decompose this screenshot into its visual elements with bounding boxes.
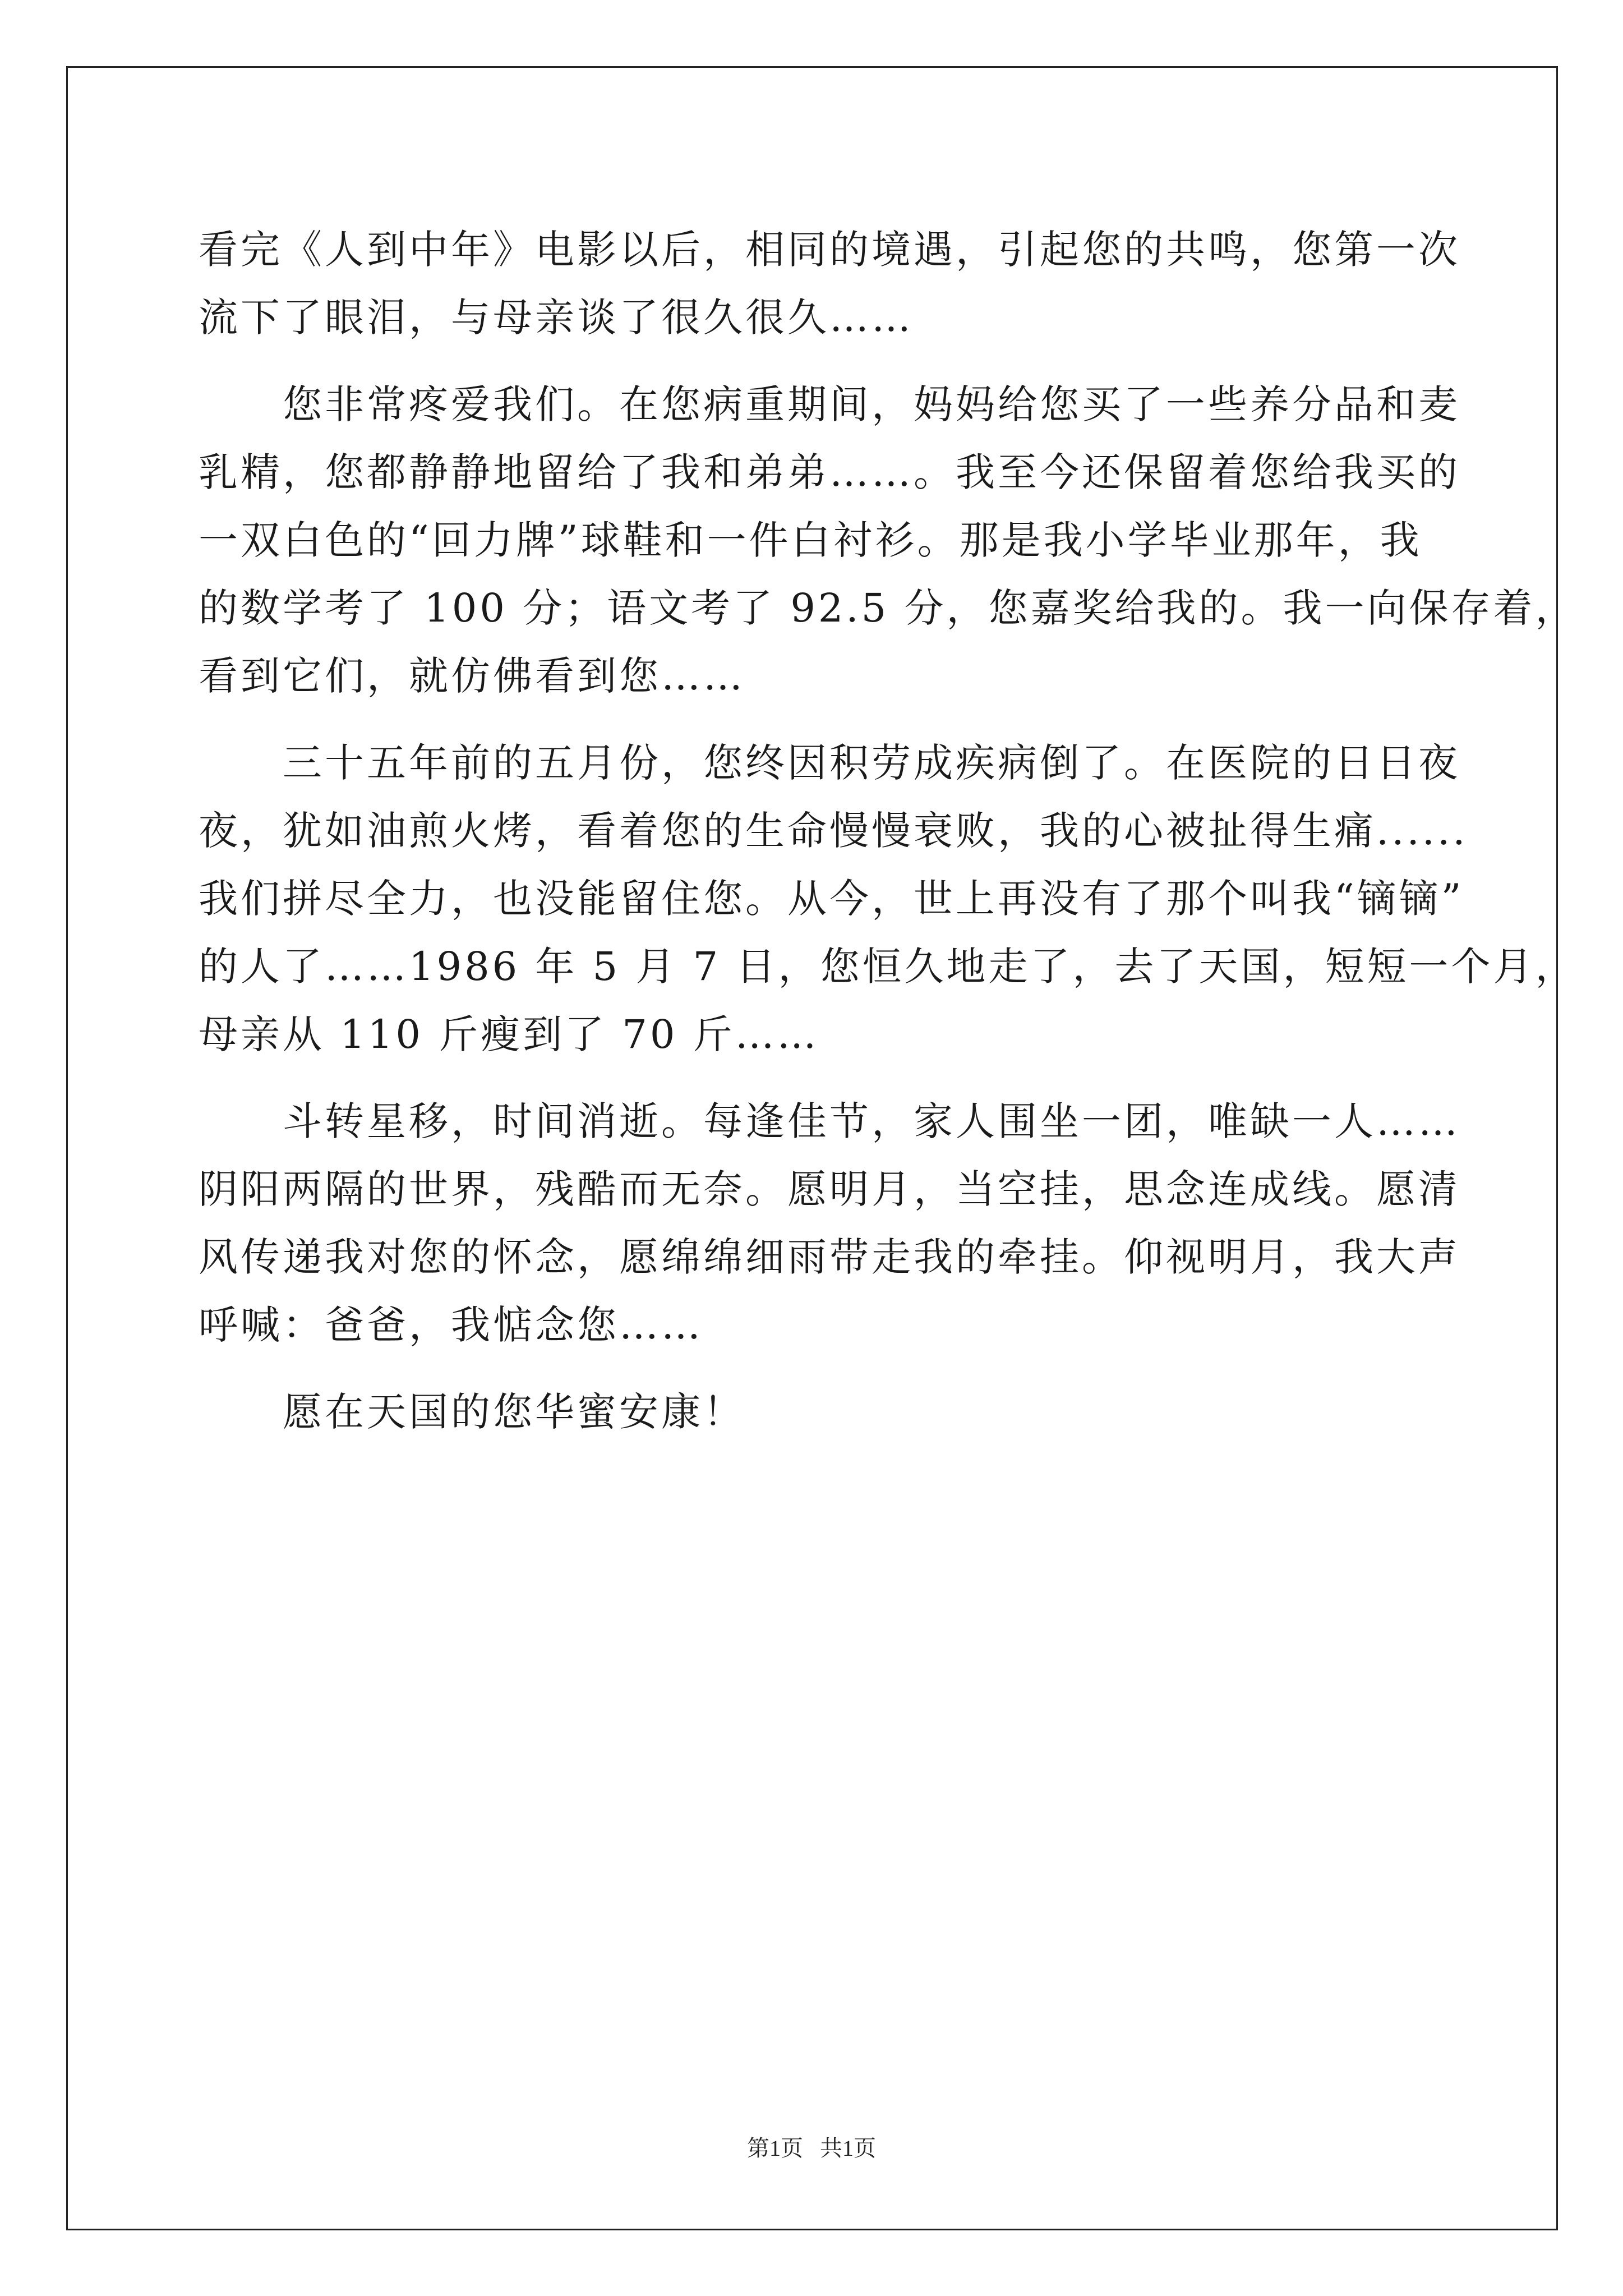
text-line: 我们拼尽全力，也没能留住您。从今，世上再没有了那个叫我“镝镝” bbox=[199, 876, 1464, 922]
text-line: 阴阳两隔的世界，残酷而无奈。愿明月，当空挂，思念连成线。愿清 bbox=[199, 1166, 1460, 1212]
text-line: 看完《人到中年》电影以后，相同的境遇，引起您的共鸣，您第一次 bbox=[199, 227, 1460, 273]
text-line: 风传递我对您的怀念，愿绵绵细雨带走我的牵挂。仰视明月，我大声 bbox=[199, 1234, 1460, 1280]
text-line: 愿在天国的您华蜜安康！ bbox=[283, 1389, 745, 1435]
text-line: 的数学考了 100 分；语文考了 92.5 分，您嘉奖给我的。我一向保存着， bbox=[199, 585, 1578, 631]
text-line: 流下了眼泪，与母亲谈了很久很久…… bbox=[199, 295, 914, 341]
text-line: 三十五年前的五月份，您终因积劳成疾病倒了。在医院的日日夜 bbox=[283, 740, 1460, 786]
text-line: 看到它们，就仿佛看到您…… bbox=[199, 653, 745, 699]
text-line: 一双白色的“回力牌”球鞋和一件白衬衫。那是我小学毕业那年，我 bbox=[199, 517, 1422, 563]
paragraph-3 bbox=[199, 729, 1578, 1069]
page-footer: 第1页 共1页 bbox=[747, 2136, 876, 2161]
text-line: 乳精，您都静静地留给了我和弟弟……。我至今还保留着您给我买的 bbox=[199, 449, 1460, 495]
text-line: 夜，犹如油煎火烤，看着您的生命慢慢衰败，我的心被扯得生痛...... bbox=[199, 808, 1468, 854]
text-line: 呼喊：爸爸，我惦念您…… bbox=[199, 1302, 703, 1348]
text-line: 的人了……1986 年 5 月 7 日，您恒久地走了，去了天国，短短一个月， bbox=[199, 944, 1578, 990]
text-line: 斗转星移，时间消逝。每逢佳节，家人围坐一团，唯缺一人…… bbox=[283, 1098, 1460, 1144]
paragraph-4 bbox=[199, 1088, 1460, 1359]
paragraph-1 bbox=[199, 216, 1460, 352]
paragraph-5 bbox=[199, 1378, 1460, 1446]
paragraph-2 bbox=[199, 371, 1578, 710]
text-line: 母亲从 110 斤瘦到了 70 斤…… bbox=[199, 1011, 819, 1057]
text-line: 您非常疼爱我们。在您病重期间，妈妈给您买了一些养分品和麦 bbox=[283, 381, 1460, 427]
document-body bbox=[199, 216, 1578, 1446]
